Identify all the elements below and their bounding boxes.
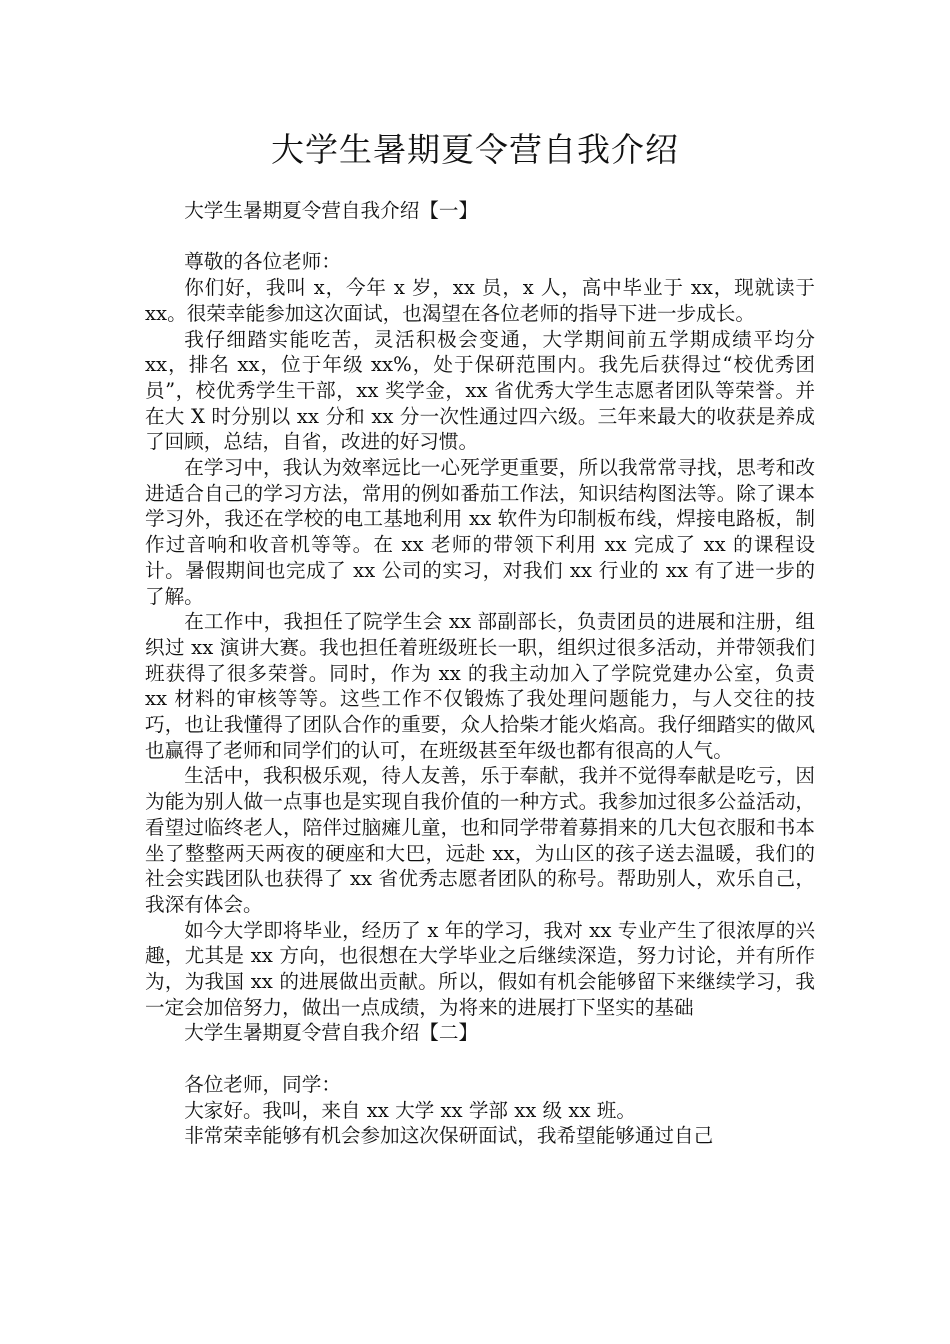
paragraph: 你们好，我叫 x，今年 x 岁，xx 员，x 人，高中毕业于 xx，现就读于 xx。很荣幸能参加这次面试，也渴望在各位老师的指导下进一步成长。 <box>145 276 815 325</box>
paragraph: 我仔细踏实能吃苦，灵活积极会变通，大学期间前五学期成绩平均分 xx，排名 xx，位于年级 xx%，处于保研范围内。我先后获得过“校优秀团员”，校优秀学生干部，xx 奖学金，xx 省优秀大学生志愿者团队等荣誉。并在大 X 时分别以 xx 分和 xx 分一次性通过四六级。三年来最大的收获是养成了回顾，总结，自省，改进的好习惯。 <box>145 327 815 454</box>
blank-line <box>145 1046 815 1072</box>
blank-line <box>145 224 815 250</box>
salutation-1: 尊敬的各位老师： <box>184 250 341 274</box>
section-heading-2: 大学生暑期夏令营自我介绍【二】 <box>184 1021 479 1045</box>
document-body <box>145 198 815 1149</box>
paragraph: 非常荣幸能够有机会参加这次保研面试，我希望能够通过自己 <box>184 1124 714 1148</box>
salutation-2: 各位老师，同学： <box>184 1072 341 1096</box>
paragraph: 生活中，我积极乐观，待人友善，乐于奉献，我并不觉得奉献是吃亏，因为能为别人做一点事也是实现自我价值的一种方式。我参加过很多公益活动，看望过临终老人，陪伴过脑瘫儿童，也和同学带着募捐来的几大包衣服和书本坐了整整两天两夜的硬座和大巴，远赴 xx，为山区的孩子送去温暖，我们的社会实践团队也获得了 xx 省优秀志愿者团队的称号。帮助别人，欢乐自己，我深有体会。 <box>145 764 815 916</box>
paragraph: 如今大学即将毕业，经历了 x 年的学习，我对 xx 专业产生了很浓厚的兴趣，尤其是 xx 方向，也很想在大学毕业之后继续深造，努力讨论，并有所作为，为我国 xx 的进展做出贡献。所以，假如有机会能够留下来继续学习，我一定会加倍努力，做出一点成绩，为将来的进展打下坚实的基础 <box>145 918 815 1019</box>
document-title: 大学生暑期夏令营自我介绍 <box>271 130 679 169</box>
paragraph: 在学习中，我认为效率远比一心死学更重要，所以我常常寻找，思考和改进适合自己的学习方法，常用的例如番茄工作法，知识结构图法等。除了课本学习外，我还在学校的电工基地利用 xx 软件为印制板布线，焊接电路板，制作过音响和收音机等等。在 xx 老师的带领下利用 xx 完成了 xx 的课程设计。暑假期间也完成了 xx 公司的实习，对我们 xx 行业的 xx 有了进一步的了解。 <box>145 456 815 608</box>
section-heading-1: 大学生暑期夏令营自我介绍【一】 <box>184 199 479 222</box>
paragraph: 大家好。我叫，来自 xx 大学 xx 学部 xx 级 xx 班。 <box>184 1098 636 1122</box>
paragraph: 在工作中，我担任了院学生会 xx 部副部长，负责团员的进展和注册，组织过 xx 演讲大赛。我也担任着班级班长一职，组织过很多活动，并带领我们班获得了很多荣誉。同时，作为 xx 的我主动加入了学院党建办公室，负责 xx 材料的审核等等。这些工作不仅锻炼了我处理问题能力，与人交往的技巧，也让我懂得了团队合作的重要，众人拾柴才能火焰高。我仔细踏实的做风也赢得了老师和同学们的认可，在班级甚至年级也都有很高的人气。 <box>145 610 815 762</box>
